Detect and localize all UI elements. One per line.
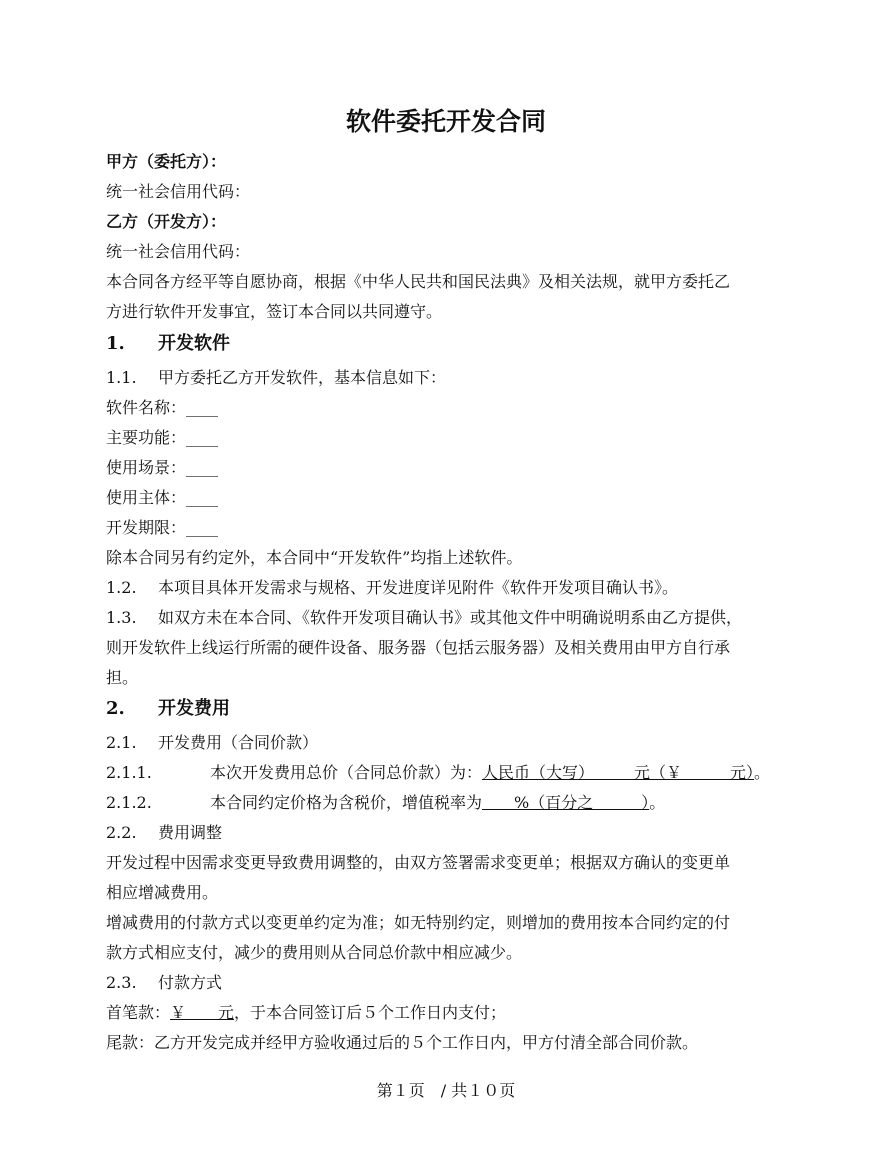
clause-end-mark: 。 [754, 763, 771, 782]
clause-1-2-text: 本项目具体开发需求与规格、开发进度详见附件《软件开发项目确认书》。 [158, 578, 679, 597]
field-label: 主要功能： [106, 428, 187, 447]
contract-title: 软件委托开发合同 [345, 107, 546, 136]
clause-1-3-text: 如双方未在本合同、《软件开发项目确认书》或其他文件中明确说明系由乙方提供， [158, 608, 743, 627]
party-a-label: 甲方（委托方）： [106, 152, 227, 171]
clause-end-mark: 。 [649, 793, 666, 812]
field-blank: ____ [186, 458, 219, 477]
section-1-heading [106, 331, 230, 357]
field-software-name [106, 397, 218, 419]
first-payment [106, 1002, 506, 1024]
field-usage-subject [106, 487, 218, 509]
first-payment-text: ，于本合同签订后５个工作日内支付； [234, 1003, 507, 1022]
clause-1-1-number: 1.1. [106, 368, 137, 387]
adjustment-para-1-line-2: 相应增减费用。 [106, 883, 219, 902]
total-price-blank[interactable]: 人民币（大写） 元（￥ 元） [482, 763, 755, 782]
party-b-credit-code: 统一社会信用代码： [106, 242, 251, 261]
page-footer: 第１页 / 共１０页 [376, 1081, 516, 1100]
section-2-title: 开发费用 [158, 698, 230, 719]
clause-2-1-2-text: 本合同约定价格为含税价，增值税率为 [210, 793, 483, 812]
field-label: 开发期限： [106, 518, 187, 537]
tax-rate-blank[interactable]: %（百分之 ） [482, 793, 650, 812]
clause-2-3 [106, 972, 222, 994]
clause-2-1-text: 开发费用（合同价款） [158, 733, 319, 752]
field-blank: ____ [186, 428, 219, 447]
clause-1-3-line-2: 则开发软件上线运行所需的硬件设备、服务器（包括云服务器）及相关费用由甲方自行承 [106, 638, 731, 657]
clause-2-1-2-number: 2.1.2. [106, 793, 152, 812]
clause-1-3-line-3: 担。 [106, 668, 139, 687]
clause-1-1-text: 甲方委托乙方开发软件，基本信息如下： [158, 368, 447, 387]
section-1-number: 1. [106, 333, 125, 354]
clause-2-1-1 [106, 762, 770, 784]
first-payment-label: 首笔款： [106, 1003, 171, 1022]
clause-1-3-line-1 [106, 607, 742, 629]
first-payment-amount-blank[interactable]: ￥ 元 [170, 1003, 235, 1022]
adjustment-para-2-line-1: 增减费用的付款方式以变更单约定为准；如无特别约定，则增加的费用按本合同约定的付 [106, 913, 731, 932]
section-1-title: 开发软件 [158, 333, 230, 354]
clause-2-1-2 [106, 792, 665, 814]
party-b-label: 乙方（开发方）： [106, 212, 227, 231]
field-label: 使用主体： [106, 488, 187, 507]
clause-2-1-1-number: 2.1.1. [106, 763, 152, 782]
clause-2-3-number: 2.3. [106, 973, 137, 992]
field-blank: ____ [186, 398, 219, 417]
section-2-heading [106, 696, 230, 722]
party-a-credit-code: 统一社会信用代码： [106, 182, 251, 201]
adjustment-para-1-line-1: 开发过程中因需求变更导致费用调整的，由双方签署需求变更单；根据双方确认的变更单 [106, 853, 731, 872]
clause-1-1 [106, 367, 446, 389]
final-payment: 尾款：乙方开发完成并经甲方验收通过后的５个工作日内，甲方付清全部合同价款。 [106, 1033, 699, 1052]
field-label: 使用场景： [106, 458, 187, 477]
clause-2-1-number: 2.1. [106, 733, 137, 752]
field-usage-scenario [106, 457, 218, 479]
clause-1-2-number: 1.2. [106, 578, 137, 597]
clause-1-3-number: 1.3. [106, 608, 137, 627]
clause-2-2-number: 2.2. [106, 823, 137, 842]
field-blank: ____ [186, 488, 219, 507]
field-blank: ____ [186, 518, 219, 537]
clause-2-2 [106, 822, 222, 844]
field-main-function [106, 427, 218, 449]
adjustment-para-2-line-2: 款方式相应支付，减少的费用则从合同总价款中相应减少。 [106, 943, 523, 962]
field-dev-period [106, 517, 218, 539]
clause-2-1 [106, 732, 318, 754]
field-label: 软件名称： [106, 398, 187, 417]
intro-line-1: 本合同各方经平等自愿协商，根据《中华人民共和国民法典》及相关法规，就甲方委托乙 [106, 272, 731, 291]
clause-2-1-1-text: 本次开发费用总价（合同总价款）为： [210, 763, 483, 782]
clause-2-2-text: 费用调整 [158, 823, 223, 842]
section-2-number: 2. [106, 698, 125, 719]
clause-1-2 [106, 577, 678, 599]
clause-2-3-text: 付款方式 [158, 973, 223, 992]
section-1-note: 除本合同另有约定外，本合同中“开发软件”均指上述软件。 [106, 548, 523, 567]
intro-line-2: 方进行软件开发事宜，签订本合同以共同遵守。 [106, 302, 443, 321]
